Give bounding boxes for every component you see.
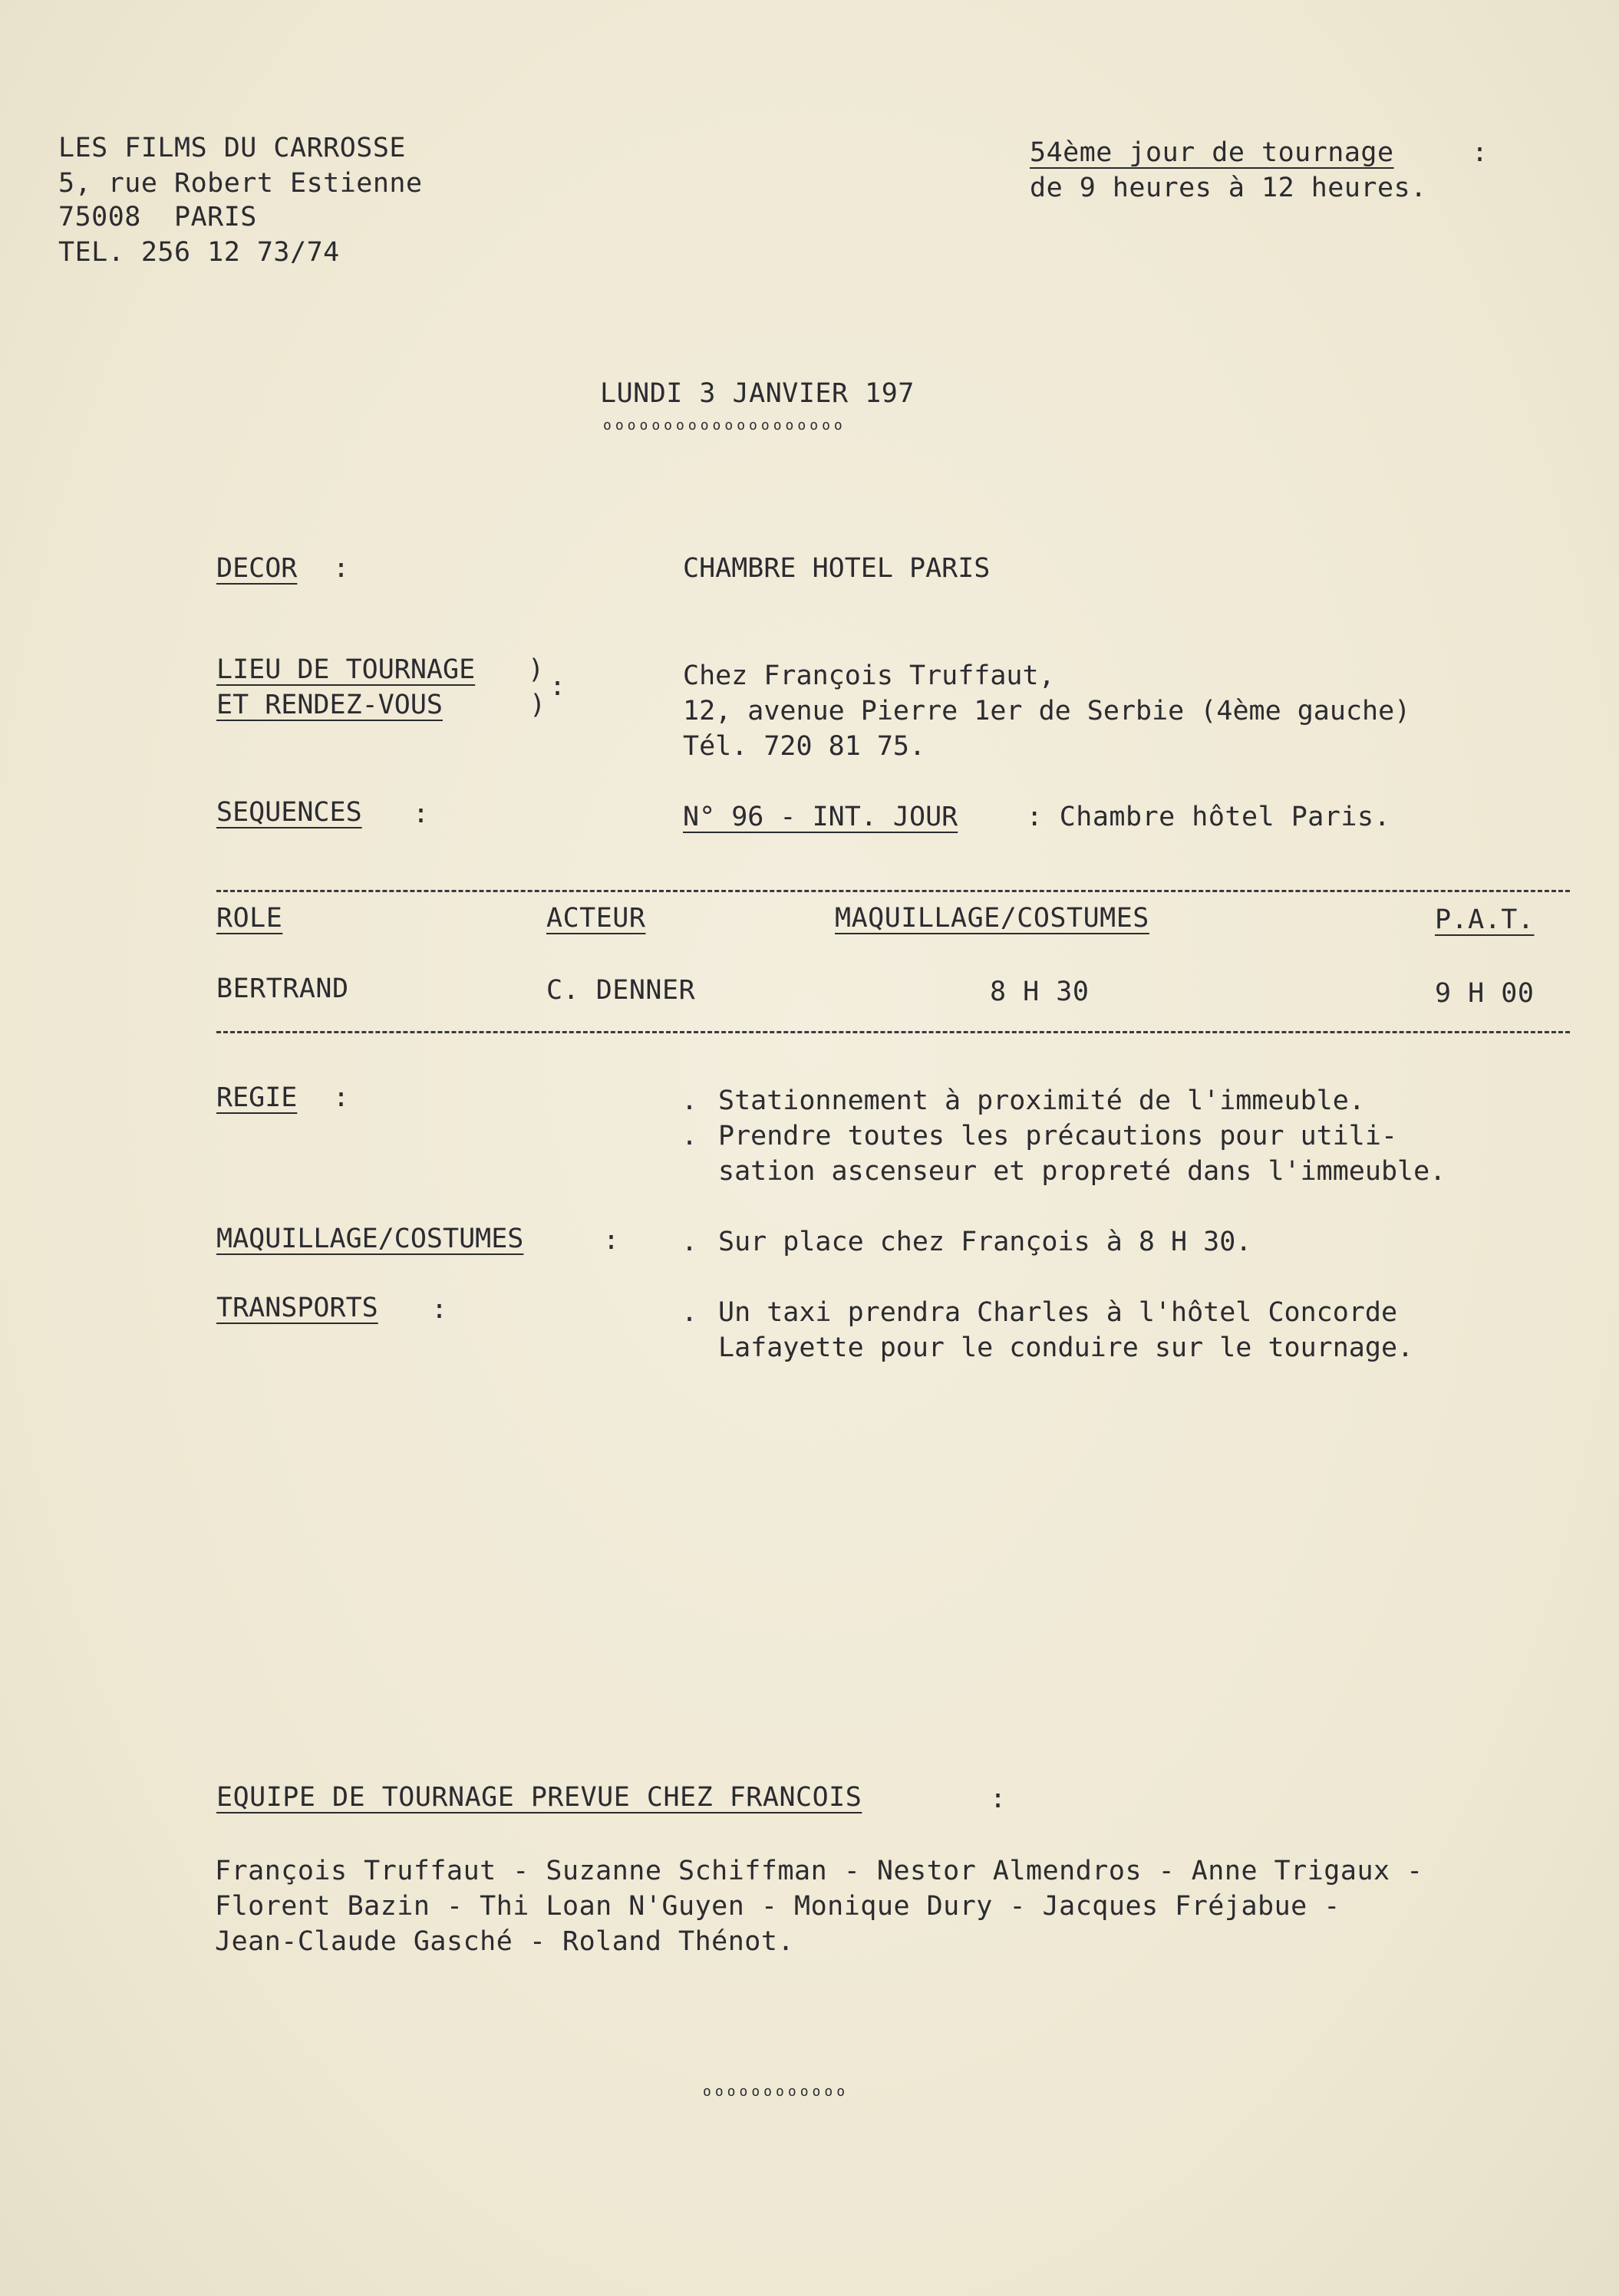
regie-item-2-line2: sation ascenseur et propreté dans l'immeuble. [718,1156,1446,1187]
shooting-day: 54ème jour de tournage [1030,137,1394,168]
col-header-pat: P.A.T. [1435,904,1535,935]
cell-actor: C. DENNER [546,975,696,1006]
lieu-paren-1: ) [528,654,545,685]
decor-value: CHAMBRE HOTEL PARIS [683,553,991,584]
regie-colon: : [333,1082,350,1113]
lieu-colon: : [549,671,566,702]
sequences-label: SEQUENCES [216,797,362,828]
transports-item-line2: Lafayette pour le conduire sur le tournage. [718,1332,1414,1363]
col-header-actor: ACTEUR [546,903,646,934]
lieu-label-line2: ET RENDEZ-VOUS [216,690,443,720]
date-heading: LUNDI 3 JANVIER 197 [600,378,915,409]
date-underline-dots: oooooooooooooooooooo [603,417,846,433]
sequence-number: N° 96 - INT. JOUR [683,802,958,832]
regie-bullet-2: . [681,1121,698,1151]
regie-label: REGIE [216,1082,298,1113]
cell-pat: 9 H 00 [1435,978,1535,1009]
col-header-makeup: MAQUILLAGE/COSTUMES [835,903,1149,934]
col-header-role: ROLE [216,903,283,934]
transports-label: TRANSPORTS [216,1293,378,1323]
lieu-label-line1: LIEU DE TOURNAGE [216,654,476,685]
cell-makeup: 8 H 30 [990,977,1090,1007]
transports-bullet: . [681,1297,698,1328]
company-name: LES FILMS DU CARROSSE [58,133,407,163]
regie-item-2-line1: Prendre toutes les précautions pour utili- [718,1121,1398,1151]
maquillage-bullet: . [681,1227,698,1257]
table-bottom-rule [216,1031,1570,1033]
sequences-colon: : [413,799,430,829]
company-phone: TEL. 256 12 73/74 [58,237,340,268]
transports-item-line1: Un taxi prendra Charles à l'hôtel Concorde [718,1297,1398,1328]
lieu-name: Chez François Truffaut, [683,660,1055,691]
company-street: 5, rue Robert Estienne [58,168,423,199]
decor-colon: : [333,553,350,584]
crew-title-colon: : [990,1784,1007,1814]
decor-label: DECOR [216,553,298,584]
maquillage-colon: : [603,1225,620,1256]
shooting-hours: de 9 heures à 12 heures. [1030,173,1427,203]
sequence-description: : Chambre hôtel Paris. [1010,802,1391,832]
crew-line-1: François Truffaut - Suzanne Schiffman - Nestor Almendros - Anne Trigaux - [215,1856,1423,1886]
maquillage-label: MAQUILLAGE/COSTUMES [216,1224,524,1254]
crew-line-3: Jean-Claude Gasché - Roland Thénot. [215,1926,795,1957]
crew-line-2: Florent Bazin - Thi Loan N'Guyen - Monique Dury - Jacques Fréjabue - [215,1891,1340,1922]
lieu-address: 12, avenue Pierre 1er de Serbie (4ème gauche) [683,696,1411,726]
lieu-phone: Tél. 720 81 75. [683,731,926,762]
table-top-rule [216,890,1570,892]
shooting-day-colon: : [1472,137,1489,168]
lieu-paren-2: ) [529,690,546,720]
crew-title: EQUIPE DE TOURNAGE PREVUE CHEZ FRANCOIS [216,1782,862,1813]
company-city: 75008 PARIS [58,202,257,232]
regie-bullet-1: . [681,1085,698,1116]
cell-role: BERTRAND [216,973,349,1004]
maquillage-item: Sur place chez François à 8 H 30. [718,1227,1252,1257]
regie-item-1: Stationnement à proximité de l'immeuble. [718,1085,1365,1116]
transports-colon: : [431,1294,448,1325]
footer-dots: oooooooooooo [703,2084,849,2100]
